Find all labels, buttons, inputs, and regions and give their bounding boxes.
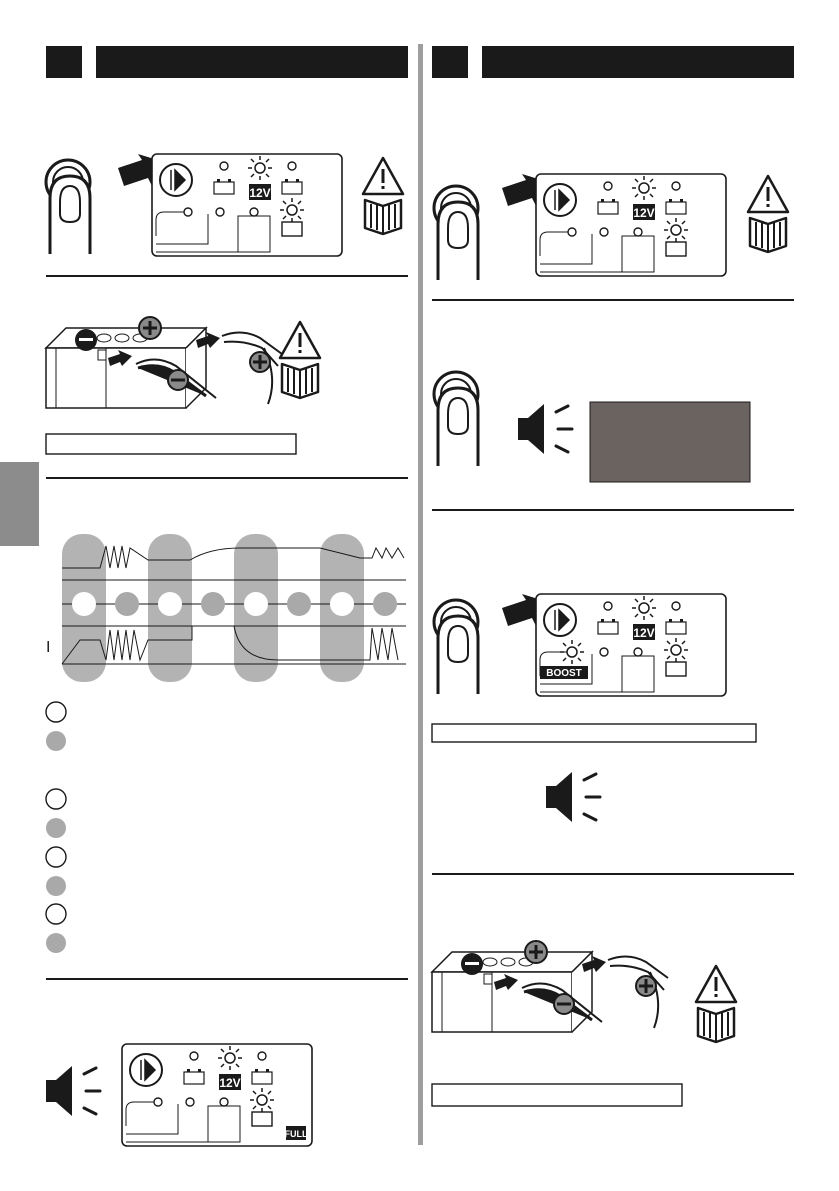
control-panel-full xyxy=(122,1044,312,1146)
v12-label: 12V xyxy=(219,1076,241,1090)
step-number-box-right xyxy=(432,46,468,78)
control-panel-boost xyxy=(536,594,726,696)
speaker-sound-icon xyxy=(518,404,572,454)
legend-dot xyxy=(46,933,66,953)
legend-dot xyxy=(46,876,66,896)
v12-label: 12V xyxy=(249,186,271,200)
display-box xyxy=(590,402,750,482)
charging-curve-chart xyxy=(62,534,406,682)
header-bar-right xyxy=(482,46,794,78)
legend-dot xyxy=(46,789,66,809)
finger-press-icon xyxy=(434,600,478,694)
legend-dot xyxy=(46,731,66,751)
finger-press-icon xyxy=(434,372,478,466)
control-panel xyxy=(536,174,726,276)
speaker-sound-icon xyxy=(46,1066,100,1116)
legend-dot xyxy=(46,847,66,867)
v12-label: 12V xyxy=(633,206,655,220)
legend-dot xyxy=(46,818,66,838)
warning-triangle-icon xyxy=(748,176,788,252)
header-bar-left xyxy=(96,46,408,78)
full-label: FULL xyxy=(284,1129,308,1139)
finger-press-icon xyxy=(46,160,90,254)
legend-dot xyxy=(46,904,66,924)
text-field-box xyxy=(432,1084,682,1106)
warning-triangle-icon xyxy=(363,158,403,234)
boost-label: BOOST xyxy=(546,668,582,679)
battery-with-clamps-icon xyxy=(46,317,282,408)
step-number-box-left xyxy=(46,46,82,78)
finger-press-icon xyxy=(434,186,478,280)
v12-label: 12V xyxy=(633,626,655,640)
battery-with-clamps-icon xyxy=(432,941,668,1032)
text-field-box xyxy=(432,724,756,742)
speaker-sound-icon xyxy=(546,772,600,822)
control-panel xyxy=(152,154,342,256)
warning-triangle-icon xyxy=(280,322,320,398)
legend-dot xyxy=(46,702,66,722)
text-field-box xyxy=(46,434,296,454)
warning-triangle-icon xyxy=(696,966,736,1042)
current-axis-label: I xyxy=(46,639,51,656)
